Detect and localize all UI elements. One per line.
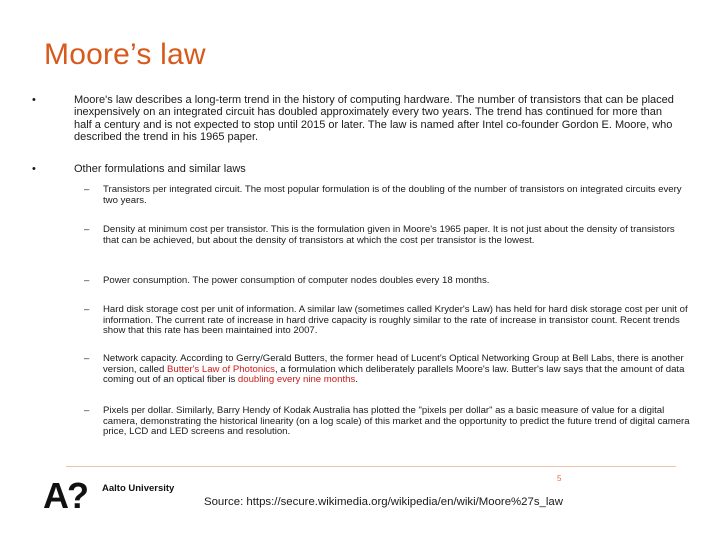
sub-text: Transistors per integrated circuit. The most popular formulation is of the doubling of the number of transistors on integrated circuits every two years. [103,184,682,206]
aalto-logo-name: Aalto University [102,483,175,494]
sub-item [84,305,690,337]
sub-text-c: . [355,374,358,385]
sub-marker: – [84,184,90,195]
sub-text-a: Network capacity. According to Gerry/Gerald Butters, the former head of Lucent's Optical Networking Group at Bell Labs, there is another version, called [103,353,684,375]
butters-law-link[interactable]: Butter's Law of Photonics [167,363,275,375]
sub-item [84,225,690,246]
sub-text: Hard disk storage cost per unit of information. A similar law (sometimes called Kryder's Law) has held for hard disk storage cost per unit of information. The current rate of increase in hard drive capacity is roughly similar to the rate of increase in transistor count. Recent trends show that this rate has been maintained into 2007. [103,304,688,336]
sub-item [84,276,690,287]
aalto-logo-mark: A? [43,475,87,516]
sub-text: Density at minimum cost per transistor. This is the formulation given in Moore's 1965 paper. It is not just about the density of transistors that can be achieved, but about the density of transistors at which the cost per transistor is the lowest. [103,224,675,246]
page-number: 5 [557,474,562,483]
bullet-text: Other formulations and similar laws [74,163,246,176]
bullet-list [30,94,680,175]
bullet-marker: • [32,163,36,176]
sub-marker: – [84,304,90,315]
sub-marker: – [84,275,90,286]
sub-marker: – [84,224,90,235]
bullet-text: Moore's law describes a long-term trend in the history of computing hardware. The number of transistors that can be placed inexpensively on an integrated circuit has doubled approximately every two years. The trend has continued for more than half a century and is not expected to stop until 2015 or later. The law is named after Intel co-founder Gordon E. Moore, who described the trend in his 1965 paper. [74,94,674,143]
sub-marker: – [84,405,90,416]
bullet-marker: • [32,94,36,106]
footer-divider [66,466,676,467]
sub-item [84,354,690,386]
sub-text-b: , a formulation which deliberately parallels Moore's law. Butter's law says that the amount of data coming out of an optical fiber is [103,363,685,385]
source-citation: Source: https://secure.wikimedia.org/wikipedia/en/wiki/Moore%27s_law [204,496,563,508]
bullet-item [30,94,680,143]
sub-text: Pixels per dollar. Similarly, Barry Hendy of Kodak Australia has plotted the "pixels per dollar" as a basic measure of value for a digital camera, demonstrating the historical linearity (on a log scale) of this market and the opportunity to predict the future trend of digital camera price, LCD and LED screens and resolution. [103,405,690,437]
sub-item [84,406,690,438]
doubling-link[interactable]: doubling every nine months [237,374,356,385]
sub-marker: – [84,353,90,364]
sub-item [84,185,690,206]
sub-text: Power consumption. The power consumption of computer nodes doubles every 18 months. [103,275,490,286]
bullet-item [30,163,680,175]
slide-title: Moore’s law [44,38,206,71]
